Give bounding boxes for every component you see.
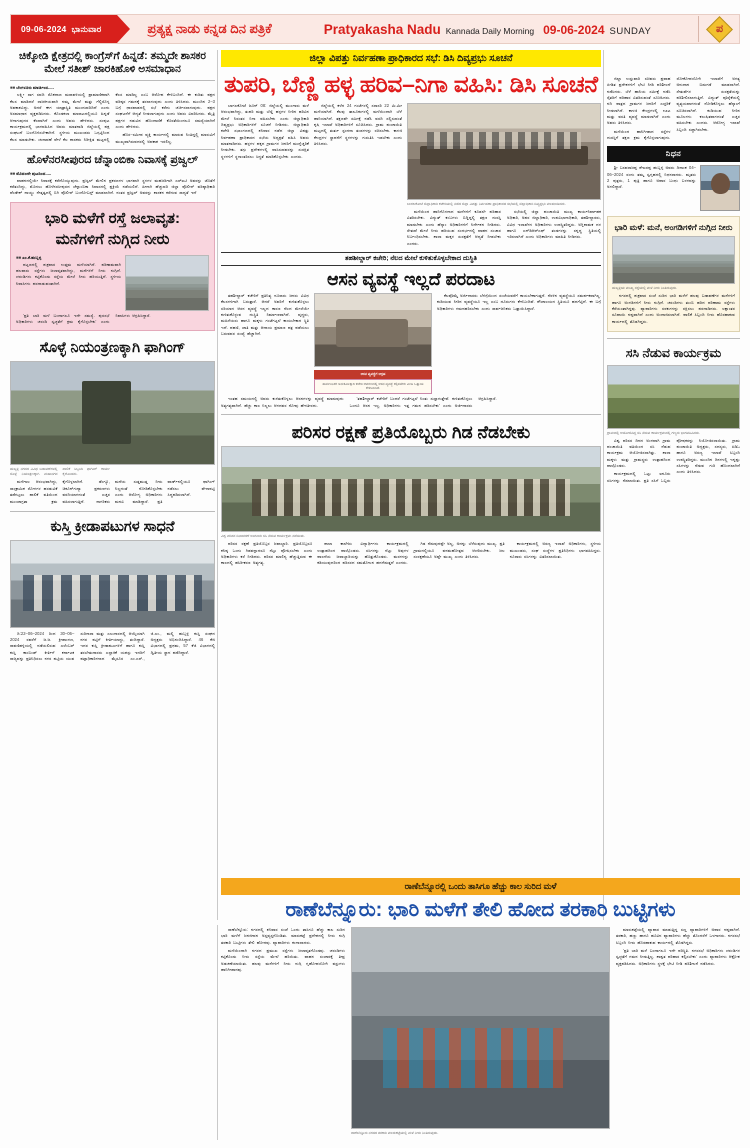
- left-story-flood-text: [16, 255, 121, 311]
- bottom-story-photo: [351, 927, 610, 1129]
- bottom-story-content: [221, 927, 740, 1136]
- paragraph: ಜಿಲ್ಲೆಯಲ್ಲಿ ಕಳೆದ 24 ಗಂಟೆಗಳಲ್ಲಿ ಸರಾಸರಿ 22 ಮಿ.ಮೀ ಮಳೆಯಾಗಿದೆ. ಕೆಲವು ತಾಲೂಕುಗಳಲ್ಲಿ ಮಳೆಯಿಂದಾಗಿ ಬೆಳೆ ಹಾನಿಯಾಗಿದೆ. ತಕ್ಷಣವೇ ಸಮೀಕ್ಷೆ ನಡೆಸಿ ವರದಿ ಸಲ್ಲಿಸುವಂತೆ ಕೃಷಿ ಇಲಾಖೆ ಅಧಿಕಾರಿಗಳಿಗೆ ಸೂಚಿಸಿದರು. ಗ್ರಾಮ ಪಂಚಾಯಿತಿ ಮಟ್ಟದಲ್ಲಿ ತುರ್ತು ಸ್ಪಂದನಾ ತಂಡಗಳನ್ನು ರಚಿಸಬೇಕು. ಕಾಳಜಿ ಕೇಂದ್ರಗಳ ಸ್ಥಾಪನೆಗೆ ಸ್ಥಳಗಳನ್ನು ಗುರುತಿಸಿ ಇಡಬೇಕು ಎಂದು ತಿಳಿಸಿದರು.: [314, 102, 402, 146]
- left-story-fogging-caption: ಹುಬ್ಬಳ್ಳಿ ನಗರದ ವಿವಿಧ ಬಡಾವಣೆಗಳಲ್ಲಿ ಸೊಳ್ಳೆ ನಿಯಂತ್ರಣಕ್ಕಾಗಿ ಮಹಾನಗರ ಪಾಲಿಕೆ ಸಿಬ್ಬಂದಿ ಫಾಗಿಂಗ್ ಕಾರ್ಯ ಕೈಗೊಂಡರು.: [10, 467, 110, 477]
- masthead-title-kannada: ಪ್ರತ್ಯಕ್ಷ ನಾಡು ಕನ್ನಡ ದಿನ ಪತ್ರಿಕೆ: [147, 21, 272, 36]
- obituary-block: [607, 146, 740, 211]
- paragraph: ಮಳೆಯಿಂದ ಹಾನಿಗೀಡಾದ ರಸ್ತೆಗಳ ದುರಸ್ತಿಗೆ ತಕ್ಷಣ ಕ್ರಮ ಕೈಗೊಳ್ಳಲಾಗುವುದು. ಲೋಕೋಪಯೋಗಿ ಇಲಾಖೆಗೆ ಅಗತ್ಯ ಅನುದಾನ ಬಿಡುಗಡೆ ಮಾಡಲಾಗಿದೆ. ಸೇತುವೆಗಳ ಸುರಕ್ಷತೆಯನ್ನು ಪರಿಶೀಲಿಸಲಾಗುತ್ತಿದೆ. ವಿದ್ಯುತ್ ಪೂರೈಕೆಯಲ್ಲಿ ವ್ಯತ್ಯಯವಾಗದಂತೆ ನೋಡಿಕೊಳ್ಳಲು ಹೆಸ್ಕಾಂಗೆ ಸೂಚಿಸಲಾಗಿದೆ. ಕುಡಿಯುವ ನೀರಿನ ಮೂಲಗಳು ಕಲುಷಿತವಾಗದಂತೆ ಎಚ್ಚರ ವಹಿಸಬೇಕು ಎಂದರು. ಆರೋಗ್ಯ ಇಲಾಖೆ ಸಿಬ್ಬಂದಿ ಸಜ್ಜಾಗಿರಬೇಕು.: [607, 76, 740, 141]
- paragraph: ವಿಶ್ವ ಪರಿಸರ ದಿನದ ಅಂಗವಾಗಿ ಗ್ರಾಮ ಪಂಚಾಯಿತಿ ವತಿಯಿಂದ ಸಸಿ ನೆಡುವ ಕಾರ್ಯಕ್ರಮ ಆಯೋಜಿಸಲಾಗಿತ್ತು. ಶಾಲಾ ಮಕ್ಕಳು ಮತ್ತು ಗ್ರಾಮಸ್ಥರು ಉತ್ಸಾಹದಿಂದ ಪಾಲ್ಗೊಂಡರು.: [607, 437, 671, 469]
- left-story-flood-content: [16, 255, 209, 311]
- masthead-title-english-group: [324, 22, 652, 37]
- paragraph: ಶಾಲಾ ಕಾಲೇಜು ವಿದ್ಯಾರ್ಥಿಗಳು ಕಾರ್ಯಕ್ರಮದಲ್ಲಿ ಉತ್ಸಾಹದಿಂದ ಪಾಲ್ಗೊಂಡರು. ಸಸಿಗಳನ್ನು ನೆಟ್ಟು ಅವುಗಳ ಪಾಲನೆಯ ಜವಾಬ್ದಾರಿಯನ್ನು ಹೊತ್ತುಕೊಂಡರು. ಮರಗಳನ್ನು ಕಡಿಯುವುದರಿಂದ ಪರಿಸರದ ಸಮತೋಲನ ಹದಗೆಡುತ್ತದೆ ಎಂದರು.: [317, 541, 409, 566]
- paragraph: ಕೆಲವೊಮ್ಮೆ ಅರ್ಜಿದಾರರು ಬೆಳಿಗ್ಗೆಯಿಂದ ಸಂಜೆಯವರೆಗೆ ಕಾಯಬೇಕಾಗುತ್ತದೆ. ನೆರಳಿನ ವ್ಯವಸ್ಥೆಯೂ ಸಮರ್ಪಕವಾಗಿಲ್ಲ. ಕುಡಿಯುವ ನೀರಿನ ವ್ಯವಸ್ಥೆಯೂ ಇಲ್ಲ ಎಂಬ ದೂರುಗಳು ಕೇಳಿಬಂದಿವೆ. ಶೌಚಾಲಯದ ಸ್ಥಿತಿಯೂ ಹದಗೆಟ್ಟಿದೆ. ಈ ಬಗ್ಗೆ ಅಧಿಕಾರಿಗಳು ಗಮನಹರಿಸಬೇಕು ಎಂದು ಸಾರ್ವಜನಿಕರು ಒತ್ತಾಯಿಸಿದ್ದಾರೆ.: [437, 293, 601, 311]
- left-story-wrestling: [10, 511, 215, 662]
- left-story-flood-byline: ■■ ಎಂ.ಕೆ.ಹುಬ್ಬಳ್ಳಿ: [16, 255, 121, 260]
- left-story-wrestling-photo: [10, 540, 215, 628]
- right-story-sapling: [607, 338, 740, 484]
- left-story-flood-photo: [125, 255, 209, 311]
- paragraph: ಪರಿಸರ ರಕ್ಷಣೆ ಪ್ರತಿಯೊಬ್ಬರ ಜವಾಬ್ದಾರಿ. ಪ್ರತಿಯೊಬ್ಬರೂ ಕನಿಷ್ಠ ಒಂದು ಗಿಡವನ್ನಾದರೂ ನೆಟ್ಟು ಪೋಷಿಸಬೇಕು ಎಂದು ಅಧಿಕಾರಿಗಳು ಕರೆ ನೀಡಿದರು. ಪರಿಸರ ಮಾಲಿನ್ಯ ಹೆಚ್ಚುತ್ತಿರುವ ಈ ಕಾಲದಲ್ಲಿ ಹಸಿರೀಕರಣ ಅತ್ಯಗತ್ಯ.: [221, 541, 313, 566]
- bottom-story-col1: [221, 927, 345, 1136]
- flag-date: 09-06-2024: [21, 24, 67, 34]
- right-story-sapling-headline: ಸಸಿ ನೆಡುವ ಕಾರ್ಯಕ್ರಮ: [625, 346, 722, 361]
- left-story-prajwal-body: [10, 178, 215, 197]
- bottom-story-headline: ರಾಣೆಬೆನ್ನೂರು: ಭಾರಿ ಮಳೆಗೆ ತೇಲಿ ಹೋದ ತರಕಾರಿ ಬುಟ್ಟಿಗಳು: [285, 899, 676, 921]
- left-story-flood-body2: [16, 313, 209, 326]
- paragraph: ಮಳೆಗಾಲ ಆರಂಭವಾಗಿದ್ದು, ಸಾಂಕ್ರಾಮಿಕ ರೋಗಗಳ ಹರಡುವಿಕೆ ತಡೆಗಟ್ಟಲು ಪಾಲಿಕೆ ವತಿಯಿಂದ ಮುಂಜಾಗ್ರತಾ ಕ್ರಮ ಕೈಗೊಳ್ಳಲಾಗಿದೆ. ಡೆಂಗ್ಯೂ, ಚಿಕೂನ್‌ಗುನ್ಯಾ ಪ್ರಕರಣಗಳು ವರದಿಯಾಗದಂತೆ ಎಚ್ಚರ ವಹಿಸಲಾಗುತ್ತಿದೆ. ನಾಗರಿಕರು ಮನೆಯ ಸುತ್ತಮುತ್ತ ನೀರು ನಿಲ್ಲದಂತೆ ನೋಡಿಕೊಳ್ಳಬೇಕು ಎಂದು ಆರೋಗ್ಯ ಅಧಿಕಾರಿಗಳು ಮನವಿ ಮಾಡಿದ್ದಾರೆ. ಪ್ರತಿ ವಾರ್ಡ್‌ನಲ್ಲಿಯೂ ಫಾಗಿಂಗ್ ನಡೆಸಲು ವೇಳಾಪಟ್ಟಿ ಸಿದ್ಧಪಡಿಸಲಾಗಿದೆ.: [10, 479, 215, 504]
- column-rule-left: [217, 50, 218, 920]
- left-story-fogging-headline: ಸೊಳ್ಳೆ ನಿಯಂತ್ರಣಕ್ಕಾಗಿ ಫಾಗಿಂಗ್: [39, 340, 186, 357]
- lead-story-kicker: ಜಿಲ್ಲಾ ವಿಪತ್ತು ನಿರ್ವಹಣಾ ಪ್ರಾಧಿಕಾರದ ಸಭೆ: ಡಿಸಿ ದಿವ್ಯಪ್ರಭು ಸೂಚನೆ: [221, 50, 601, 67]
- lead-story-col1: [221, 103, 309, 247]
- left-story-politics-headline: ಚಿಕ್ಕೋಡಿ ಕ್ಷೇತ್ರದಲ್ಲಿ ಕಾಂಗ್ರೆಸ್‌ಗೆ ಹಿನ್ನಡೆ: ತಮ್ಮದೇ ಶಾಸಕರ ಮೇಲೆ ಸತೀಶ್ ಜಾರಕಿಹೊಳಿ ಅಸಮಾಧಾನ: [19, 50, 206, 76]
- obituary-title: ನಿಧನ: [607, 146, 740, 162]
- paragraph: 'ಪ್ರತಿ ಬಾರಿ ಮಳೆ ಬಂದಾಗಲೂ ಇದೇ ಪರಿಸ್ಥಿತಿ. ನಗರಸಭೆ ಅಧಿಕಾರಿಗಳು ಚರಂಡಿಗಳ ಸ್ವಚ್ಛತೆಗೆ ಗಮನ ನೀಡುತ್ತಿಲ್ಲ. ಶಾಶ್ವತ ಪರಿಹಾರ ಕಲ್ಪಿಸಬೇಕು' ಎಂದು ವ್ಯಾಪಾರಿಗಳು ಆಕ್ರೋಶ ವ್ಯಕ್ತಪಡಿಸಿದರು. ಅಧಿಕಾರಿಗಳು ಸ್ಥಳಕ್ಕೆ ಭೇಟಿ ನೀಡಿ ಪರಿಶೀಲನೆ ನಡೆಸಿದರು.: [616, 948, 740, 966]
- right-story-rain-body: [612, 293, 735, 325]
- left-story-flood-headline-2: ಮನೆಗಳಿಗೆ ನುಗ್ಗಿದ ನೀರು: [55, 230, 170, 248]
- bottom-story-photo-wrap: [351, 927, 610, 1136]
- left-story-fogging-photo: [10, 361, 215, 465]
- right-story-rain-photo: [612, 236, 735, 284]
- paragraph-wrap: [16, 262, 121, 287]
- mid-story-tahsildar-content: [221, 293, 601, 394]
- paragraph: 'ಪ್ರತಿ ಬಾರಿ ಮಳೆ ಬಂದಾಗಲೂ ಇದೇ ಸಮಸ್ಯೆ. ಪುರಸಭೆ ಅಧಿಕಾರಿಗಳು ಚರಂಡಿ ಸ್ವಚ್ಛತೆಗೆ ಕ್ರಮ ಕೈಗೊಳ್ಳಬೇಕು' ಎಂದು ನಿವಾಸಿಗಳು ಆಗ್ರಹಿಸಿದ್ದಾರೆ.: [16, 312, 151, 325]
- lead-story-col2: [314, 103, 402, 247]
- left-story-wrestling-headline: ಕುಸ್ತಿ ಕ್ರೀಡಾಪಟುಗಳ ಸಾಧನೆ: [50, 518, 175, 535]
- bottom-story-col2: [616, 927, 740, 1136]
- mid-story-environment-body: [221, 541, 601, 566]
- lead-story: [221, 50, 601, 247]
- mid-story-environment-caption: ವಿಶ್ವ ಪರಿಸರ ದಿನಾಚರಣೆ ಅಂಗವಾಗಿ ಸಸಿ ನೆಡುವ ಕಾರ್ಯಕ್ರಮ ನಡೆಯಿತು.: [221, 534, 305, 539]
- lead-story-photo-caption: ಬಾಗಲಕೋಟೆ ಜಿಲ್ಲಾಧಿಕಾರಿ ಕಚೇರಿಯಲ್ಲಿ ನಡೆದ ಜಿಲ್ಲಾ ವಿಪತ್ತು ನಿರ್ವಹಣಾ ಪ್ರಾಧಿಕಾರದ ಸಭೆಯಲ್ಲಿ ಜಿಲ್ಲಾಧಿಕಾರಿ ದಿವ್ಯಪ್ರಭು ಮಾತನಾಡಿದರು.: [407, 201, 566, 206]
- diamond-logo-icon: [706, 16, 733, 43]
- lead-story-content: [221, 103, 601, 247]
- obituary-content: [607, 162, 740, 211]
- left-story-politics-body: [10, 92, 215, 145]
- lead-story-headline: ತುಪರಿ, ಬೆಣ್ಣಿ ಹಳ್ಳ ಹರಿವ–ನಿಗಾ ವಹಿಸಿ: ಡಿಸಿ ಸೂಚನೆ: [224, 71, 598, 98]
- paragraph: ವಾಹನದಲ್ಲಿಯೇ ನಿವಾಸಕ್ಕೆ ಕರೆದೊಯ್ಯುವುದು. ಪ್ರಜ್ವಲ್ ಮೇಲಿನ ಪ್ರಕರಣಗಳ ಭಾಗವಾಗಿ ಸ್ಥಳಗಳ ಮಹಜರಿಗಾಗಿ ಎಸ್‌ಐಟಿ ಅವರನ್ನು ಜೊತೆಗೆ ಕರೆತಂದಿದ್ದು, ಮೊದಲು ಹೊಳೆನರಸೀಪುರದ ಚೆನ್ನಾಂಬಿಕಾ ನಿವಾಸದಲ್ಲಿ ಪ್ರಕ್ರಿಯೆ ನಡೆಯಲಿದೆ. ಹೀಗಾಗಿ ಹೆಚ್ಚುವರಿ ಜಿಲ್ಲಾ ಪೊಲೀಸ್ ವರಿಷ್ಠಾಧಿಕಾರಿ ಪೆಂಡೇಶ್ ನಾಯ್ಡು ನೇತೃತ್ವದಲ್ಲಿ ಬಿಗಿ ಪೊಲೀಸ್ ಬಂದೋಬಸ್ತ್ ಮಾಡಲಾಗಿದೆ. ನಂತರ ಪ್ರಜ್ವಲ್ ಅವರನ್ನು ಶಾಸಕನ ಕರೆದುವ ಸಾಧ್ಯತೆ ಇದೆ: [10, 177, 215, 196]
- flag-day: ಭಾನುವಾರ: [71, 23, 102, 34]
- masthead: [10, 14, 740, 44]
- column-rule-right: [603, 50, 604, 920]
- lead-story-col34: [407, 209, 601, 247]
- mid-story-tahsildar: [221, 252, 601, 409]
- paragraph: ಶ್ರೀ ಬಸವರಾಜಪ್ಪ ಶೇಖರಪ್ಪ ಹುಬ್ಬಳ್ಳಿ ಅವರು ದಿನಾಂಕ 04–06–2024 ರಂದು ತಮ್ಮ ಸ್ವಗೃಹದಲ್ಲಿ ನಿಧನರಾದರು. ಮೃತರು 2 ಪುತ್ರರು, 1 ಪುತ್ರಿ ಹಾಗೂ ಅಪಾರ ಬಂಧು ಬಳಗವನ್ನು ಅಗಲಿದ್ದಾರೆ.: [607, 165, 696, 190]
- left-story-politics: [10, 50, 215, 145]
- divider: [10, 511, 215, 512]
- obituary-portrait: [700, 165, 740, 211]
- mid-story-tahsildar-note: ಸಾರ್ವಜನಿಕರ ಅನುಕೂಲಕ್ಕಾಗಿ ಕಚೇರಿ ಆವರಣದಲ್ಲಿ ಆಸನ ವ್ಯವಸ್ಥೆ ಕಲ್ಪಿಸಬೇಕು ಎಂಬ ಒತ್ತಾಯ ಕೇಳಿಬಂದಿದೆ.: [314, 379, 432, 394]
- logo-glyph: ಪ: [715, 22, 723, 35]
- publication-logo: [703, 16, 735, 42]
- left-story-prajwal: [10, 149, 215, 197]
- paragraph: ಗಿಡ ನೆಡುವುದಷ್ಟೇ ಅಲ್ಲ, ಅದನ್ನು ಬೆಳೆಸುವುದು ಮುಖ್ಯ. ಪ್ರತಿ ಗ್ರಾಮದಲ್ಲಿಯೂ ವನಮಹೋತ್ಸವ ಆಚರಿಸಬೇಕು. ಜಲ ಸಂರಕ್ಷಣೆಯೂ ಅಷ್ಟೇ ಮುಖ್ಯ ಎಂದು ತಿಳಿಸಿದರು.: [413, 541, 505, 559]
- divider: [221, 414, 601, 415]
- paragraph: ರಾಣೆಬೆನ್ನೂರು: ನಗರದಲ್ಲಿ ಶನಿವಾರ ಸಂಜೆ ಒಂದು ತಾಸಿಗೂ ಹೆಚ್ಚು ಕಾಲ ಸುರಿದ ಭಾರಿ ಮಳೆಗೆ ಜನಜೀವನ ಅಸ್ತವ್ಯಸ್ತಗೊಂಡಿತು. ಮಾರುಕಟ್ಟೆ ಪ್ರದೇಶದಲ್ಲಿ ನೀರು ನುಗ್ಗಿ ತರಕಾರಿ ಬುಟ್ಟಿಗಳು ತೇಲಿ ಹೋದವು. ವ್ಯಾಪಾರಿಗಳು ಕಂಗಾಲಾದರು.: [221, 927, 345, 945]
- brand-subtitle: Kannada Daily Morning: [445, 25, 535, 36]
- lead-story-photo: [407, 103, 601, 200]
- left-story-flood-box: [10, 202, 215, 332]
- masthead-date: 09-06-2024: [543, 22, 605, 37]
- paragraph: 'ತಹಶೀಲ್ದಾರ್ ಕಚೇರಿಗೆ ಬಂದರೆ ಗಂಟೆಗಟ್ಟಲೆ ನಿಂತು ಸುಸ್ತಾಗುತ್ತೇವೆ. ಕುಳಿತುಕೊಳ್ಳಲು ಒಂದೂ ಆಸನ ಇಲ್ಲ. ಅಧಿಕಾರಿಗಳು ಇತ್ತ ಗಮನ ಹರಿಸಬೇಕು' ಎಂದು ಅರ್ಜಿದಾರರು ಆಗ್ರಹಿಸಿದ್ದಾರೆ.: [349, 396, 497, 408]
- right-story-sapling-photo: [607, 365, 740, 429]
- right-column: [607, 50, 740, 484]
- right-story-sapling-body: [607, 438, 740, 484]
- mid-story-tahsildar-col2: [437, 293, 601, 394]
- mid-story-environment-photo: [221, 446, 601, 532]
- right-story-sapling-caption: ಗ್ರಾಮದಲ್ಲಿ ಆಯೋಜಿಸಿದ್ದ ಸಸಿ ನೆಡುವ ಕಾರ್ಯಕ್ರಮದಲ್ಲಿ ಗಣ್ಯರು ಭಾಗವಹಿಸಿದರು.: [607, 430, 701, 435]
- paragraph: ಇಂತಹ ಸಮಯದಲ್ಲಿ ಅವರು ಕುಳಿತುಕೊಳ್ಳಲು ಆಸನಗಳನ್ನು ವ್ಯವಸ್ಥೆ ಮಾಡುವುದು ಅತ್ಯಗತ್ಯವಾಗಿದೆ. ಹೆಚ್ಚು ಕಾಲ ನಿಲ್ಲಲು ಆಗದವರ ನೋವು ಹೇಳತೀರದು.: [221, 396, 344, 408]
- right-story-minister-body: [607, 76, 740, 141]
- mid-story-tahsildar-tail: [221, 396, 601, 409]
- paragraph: ಲಕ್ಷ್ಮೀ ಸಾಗ ಸವದಿ ರೊಕದಾಣ ಮರಾವಳಿಯಲ್ಲಿ ಪ್ರಾಮಾಣಿಕವಾಗಿ ಕೆಲಸ ಮಾಡಿದರೆ ರಾಜಕೀಯವಾಗಿ ನಮ್ಮ ಮೇಲೆ ಮತ್ತು ಗೆಲ್ಲಿಸೊಳ್ಳ ಅವಕಾಶವಿದ್ದು. ಅದರೆ ಈಗ ಯಾತ್ರಾಸ್ಥಿತಿ ಮುಂದುವರಿದಿದೆ ಎಂದು ಅಸಮಾಧಾನ ವ್ಯಕ್ತಪಡಿಸಿದರು. ಕೊಂಡಕಲಾ ಮಾರಾಟದಲ್ಲಿಯೂ ಹಿನ್ನಡೆ ಆಗಾಗುವುದರ ಕೆಲವಾಗಿದೆ ಎಂದು ಅವರು ಹೇಳಿದರು. ಸಂಪುಟ ಕಾರ್ಯಕ್ರಮದಲ್ಲಿ ಭಾಗವಹಿಸಿದ ಅವರು ಮಾತನಾಡಿ ಜಿಲ್ಲೆಯಲ್ಲಿ ಪಕ್ಷ ಸಂಘಟನೆ ಬಲಗೊಳಿಸಬೇಕಾಗಿದೆ. ಸ್ಥಳೀಯ ಮುಖಂಡರು ಒಗ್ಗಟ್ಟಿನಿಂದ ಕೆಲಸ ಮಾಡಬೇಕು. ಚುನಾವಣೆ ವೇಳೆ ಕೆಲ ಶಾಸಕರು ನಿರೀಕ್ಷಿತ ಮಟ್ಟದಲ್ಲಿ ಕೆಲಸ ಮಾಡಿಲ್ಲ ಎಂಬ ಆರೋಪ ಕೇಳಿಬಂದಿದೆ. ಈ ಕುರಿತು ಪಕ್ಷದ ವರಿಷ್ಠರ ಗಮನಕ್ಕೆ ತರಲಾಗುವುದು ಎಂದು ತಿಳಿಸಿದರು. ಮುಂದಿನ 2–3 ಬಗ್ಗೆ ಧಾರವಾಡದಲ್ಲಿ ಸಭೆ ಕರೆದು ಚರ್ಚಿಸಲಾಗುವುದು. ಪಕ್ಷದ ಸಂಘಟನೆಗೆ ಆದ್ಯತೆ ನೀಡಲಾಗುವುದು ಎಂದು ಅವರು ವಿವರಿಸಿದರು. ಮೈತ್ರಿ ಪಕ್ಷಗಳ ನಡುವಿನ ಹೊಂದಾಣಿಕೆ ಕೊರತೆಯಿಂದಲೂ ಸಮಸ್ಯೆಯಾಗಿದೆ ಎಂದು ಹೇಳಿದರು.: [10, 92, 215, 142]
- right-story-rain-headline: ಭಾರಿ ಮಳೆ: ಮನೆ, ಅಂಗಡಿಗಳಿಗೆ ನುಗ್ಗಿದ ನೀರು: [614, 223, 733, 233]
- paragraph: ತಹಶೀಲ್ದಾರ್ ಕಚೇರಿಗೆ ಪ್ರತಿನಿತ್ಯ ನೂರಾರು ಜನರು ವಿವಿಧ ಕೆಲಸಗಳಿಗಾಗಿ ಬರುತ್ತಾರೆ. ಆದರೆ ಅವರಿಗೆ ಕುಳಿತುಕೊಳ್ಳಲು ಸರಿಯಾದ ಆಸನ ವ್ಯವಸ್ಥೆ ಇಲ್ಲದ ಕಾರಣ ನೆಲದ ಮೇಲೆಯೇ ಕುಳಿತುಕೊಳ್ಳುವ ದುಸ್ಥಿತಿ ನಿರ್ಮಾಣವಾಗಿದೆ. ವೃದ್ಧರು, ಮಹಿಳೆಯರು ಹಾಗೂ ಮಕ್ಕಳು ಗಂಟೆಗಟ್ಟಲೆ ಕಾಯಬೇಕಾದ ಸ್ಥಿತಿ ಇದೆ. ಪಹಣಿ, ಜಾತಿ ಮತ್ತು ಆದಾಯ ಪ್ರಮಾಣ ಪತ್ರ ಪಡೆಯಲು ಬರುವವರ ಸಂಖ್ಯೆ ಹೆಚ್ಚಾಗಿದೆ.: [221, 293, 309, 337]
- paragraph: ನಗರದಲ್ಲಿ ಶುಕ್ರವಾರ ಸಂಜೆ ಸುರಿದ ಭಾರಿ ಮಳೆಗೆ ಹಲವು ಬಡಾವಣೆಗಳ ಮನೆಗಳಿಗೆ ಹಾಗೂ ಅಂಗಡಿಗಳಿಗೆ ನೀರು ನುಗ್ಗಿದೆ. ಚರಂಡಿಗಳು ತುಂಬಿ ಹರಿದ ಪರಿಣಾಮ ರಸ್ತೆಗಳು ಕೆರೆಯಂತಾಗಿದ್ದವು. ವ್ಯಾಪಾರಿಗಳು ಸರಕುಗಳನ್ನು ರಕ್ಷಿಸಲು ಪರದಾಡಿದರು. ಲಕ್ಷಾಂತರ ರೂಪಾಯಿ ನಷ್ಟವಾಗಿದೆ ಎಂದು ಅಂದಾಜಿಸಲಾಗಿದೆ. ಪಾಲಿಕೆ ಸಿಬ್ಬಂದಿ ನೀರು ಹೊರಹಾಕುವ ಕಾರ್ಯದಲ್ಲಿ ತೊಡಗಿದ್ದರು.: [612, 293, 735, 324]
- paragraph: ಮಳೆಯಿಂದ ಹಾನಿಗೊಳಗಾದ ಮನೆಗಳಿಗೆ ಕೂಡಲೇ ಪರಿಹಾರ ವಿತರಿಸಬೇಕು. ವಿದ್ಯುತ್ ಕಂಬಗಳು ಬಿದ್ದಿದ್ದಲ್ಲಿ ತಕ್ಷಣ ದುರಸ್ತಿ ಮಾಡಬೇಕು ಎಂದು ಹೆಸ್ಕಾಂ ಅಧಿಕಾರಿಗಳಿಗೆ ನಿರ್ದೇಶನ ನೀಡಿದರು. ಸೇತುವೆ ಮೇಲೆ ನೀರು ಹರಿಯುವ ಸಂದರ್ಭದಲ್ಲಿ ವಾಹನ ಸಂಚಾರ ನಿರ್ಬಂಧಿಸಬೇಕು. ಶಾಲಾ ಮಕ್ಕಳ ಸುರಕ್ಷತೆಗೆ ಆದ್ಯತೆ ನೀಡಬೇಕು ಎಂದರು.: [407, 209, 501, 246]
- masthead-day: SUNDAY: [609, 25, 652, 37]
- date-flag: [11, 15, 117, 43]
- bottom-story-photo-caption: ರಾಣೆಬೆನ್ನೂರು ನಗರದ ತರಕಾರಿ ಮಾರುಕಟ್ಟೆಯಲ್ಲಿ ಮಳೆ ನೀರು ನಿಂತಿರುವುದು.: [351, 1131, 439, 1135]
- mid-story-tahsildar-photo: [314, 293, 432, 367]
- left-story-politics-byline: ■■ ಬೆಂಗಳೂರು ಮಾರ್ಚಿಂದ.....: [10, 85, 215, 90]
- divider: [607, 338, 740, 339]
- mid-story-tahsildar-headline: ಆಸನ ವ್ಯವಸ್ಥೆ ಇಲ್ಲದೆ ಪರದಾಟ: [327, 268, 495, 289]
- right-story-rain-caption: ಹುಬ್ಬಳ್ಳಿಯ ಮುಖ್ಯ ರಸ್ತೆಯಲ್ಲಿ ಮಳೆ ನೀರು ನಿಂತಿರುವುದು.: [612, 286, 678, 291]
- paragraph: ಹೊಸ–ಸಮೀಪ ವ್ಯಕ್ತಿ ಕಾರ್ಯದಲ್ಲಿ ಮಾರುವ ನಿಂತಿದ್ದಲ್ಲಿ ಮಾರುವಿಗೆ ಮುಖ್ಯವಾಗಿರುವದರಲ್ಲಿ ಅವಕಾಶ ಇರಲಿಲ್ಲ.: [115, 132, 215, 144]
- left-story-wrestling-body: [10, 631, 215, 663]
- brand-name: Pratyakasha Nadu: [323, 21, 441, 37]
- paragraph: ದಿ:22–06–2024 ರಿಂದ 30–06–2024 ರವರೆಗೆ ಜ.ಜ. ಕ್ರೀಡಾಂಗಣ, ರಾವಣಿಹಳ್ಳಿಯಲ್ಲಿ ನಡೆಯಲಿರುವ ಎಲೆಂಬರ್ ಕುಸ್ತಿ ಕಾಂಬಿಂಡ್ ಕೀರ್ತಿಗೆ ಕರ್ನಾಟಕ ರಾಜ್ಯವನ್ನು ಪ್ರತಿನಿಧಿಸಲು ನಗರ ಪಟ್ಟಿಯ ಯುವ ಸುರಿಗಾರಾ ಮತ್ತು ಎಲುಗಾರದಲ್ಲಿ ಆಯ್ಕೆಯಾಗಿ ನಗರ ಪಟ್ಟಿಗೆ ಕೀರ್ತಿಯಾದ್ದು, ತಂದಿದ್ದಾರೆ. ಇದರ ಕುಸ್ತಿ ಕ್ರೀಡಾಪಟುಗಳಿಗೆ ಹಾಗೂ ಕುಸ್ತಿ ತರಬೇತುದಾರರು ಎಲ್ಲಾಕಿಕೆ ಯಶಸ್ಸು ಇದರಿಗೆ ಪಟ್ಟಾಧಿಕಾರಿಗಳಾದ ಮೈಸೂರ ಎಂ.ಎಸ್., ಜಿ.ಎಂ., ಮಲ್ಲಿ ಹುಬ್ಬಳ್ಳಿ ಕುಸ್ತಿ ಸಂಘದ ಅಧ್ಯಕ್ಷರು ಅಭಿನಂದಿಸಿದ್ದಾರೆ. 46 ಕೆಜಿ ವಿಭಾಗದಲ್ಲಿ ಪ್ರಥಮ, 57 ಕೆಜಿ ವಿಭಾಗದಲ್ಲಿ ದ್ವಿತೀಯ ಸ್ಥಾನ ಪಡೆದಿದ್ದಾರೆ.: [10, 630, 215, 661]
- paragraph: ಮಾರುಕಟ್ಟೆಯಲ್ಲಿ ವ್ಯಾಪಾರ ಮಾಡುತ್ತಿದ್ದ ಸಣ್ಣ ವ್ಯಾಪಾರಿಗಳಿಗೆ ಅಪಾರ ನಷ್ಟವಾಗಿದೆ. ತರಕಾರಿ, ಹಣ್ಣು ಹಾಗೂ ಹೂವಿನ ವ್ಯಾಪಾರಿಗಳು ಹೆಚ್ಚು ತೊಂದರೆಗೆ ಒಳಗಾದರು. ನಗರಸಭೆ ಸಿಬ್ಬಂದಿ ನೀರು ಹೊರಹಾಕುವ ಕಾರ್ಯದಲ್ಲಿ ತೊಡಗಿದ್ದರು.: [616, 927, 740, 945]
- mid-story-tahsildar-mid: [314, 293, 432, 394]
- left-column: [10, 50, 215, 662]
- mid-story-tahsildar-col1: [221, 293, 309, 394]
- mid-story-tahsildar-kicker: ತಹಶೀಲ್ದಾರ್ ಕಚೇರಿ; ನೆಲದ ಮೇಲೆ ಕುಳಿತುಕೊಳ್ಳಬೇಕಾದ ದುಸ್ಥಿತಿ: [221, 252, 601, 266]
- bottom-story: [221, 878, 740, 1136]
- paragraph: ಬಾಗಲಕೋಟೆ ಜೂನ್ 08: ಜಿಲ್ಲೆಯಲ್ಲಿ ಮುಂಗಾರು ಮಳೆ ಆರಂಭವಾಗಿದ್ದು, ತುಪರಿ ಮತ್ತು ಬೆಣ್ಣಿ ಹಳ್ಳಗಳ ನೀರಿನ ಹರಿವಿನ ಮೇಲೆ ನಿರಂತರ ನಿಗಾ ವಹಿಸಬೇಕು ಎಂದು ಜಿಲ್ಲಾಧಿಕಾರಿ ದಿವ್ಯಪ್ರಭು ಅಧಿಕಾರಿಗಳಿಗೆ ಸೂಚನೆ ನೀಡಿದರು. ಜಿಲ್ಲಾಧಿಕಾರಿ ಕಚೇರಿ ಸಭಾಂಗಣದಲ್ಲಿ ಶನಿವಾರ ನಡೆದ ಜಿಲ್ಲಾ ವಿಪತ್ತು ನಿರ್ವಹಣಾ ಪ್ರಾಧಿಕಾರದ ಸಭೆಯ ಅಧ್ಯಕ್ಷತೆ ವಹಿಸಿ ಅವರು ಮಾತನಾಡಿದರು. ಹಳ್ಳಗಳ ಪಕ್ಕದ ಗ್ರಾಮಗಳ ಜನರಿಗೆ ಮುನ್ನೆಚ್ಚರಿಕೆ ನೀಡಬೇಕು. ತಗ್ಗು ಪ್ರದೇಶಗಳಲ್ಲಿ ವಾಸಿಸುವವರನ್ನು ಸುರಕ್ಷಿತ ಸ್ಥಳಗಳಿಗೆ ಸ್ಥಳಾಂತರಿಸಲು ಸಿದ್ಧತೆ ಮಾಡಿಕೊಳ್ಳಬೇಕು ಎಂದರು.: [221, 102, 309, 159]
- paragraph: ಜಿಲ್ಲಾ ಉಸ್ತುವಾರಿ ಸಚಿವರು ಪ್ರವಾಹ ಪೀಡಿತ ಪ್ರದೇಶಗಳಿಗೆ ಭೇಟಿ ನೀಡಿ ಪರಿಶೀಲನೆ ನಡೆಸಿದರು. ಬೆಳೆ ಹಾನಿಯ ಸಮೀಕ್ಷೆ ನಡೆಸಿ ರೈತರಿಗೆ ಪರಿಹಾರ ವಿತರಿಸುವಂತೆ ಸೂಚಿಸಿದರು. ನದಿ ಪಾತ್ರದ ಗ್ರಾಮಗಳ ಜನರಿಗೆ ಎಚ್ಚರಿಕೆ ನೀಡಲಾಗಿದೆ. ಕಾಳಜಿ ಕೇಂದ್ರಗಳಲ್ಲಿ ಊಟ ಮತ್ತು ವಸತಿ ವ್ಯವಸ್ಥೆ ಮಾಡಲಾಗಿದೆ ಎಂದು ಅವರು ತಿಳಿಸಿದರು.: [607, 76, 671, 126]
- paragraph: ಕಾರ್ಯಕ್ರಮದಲ್ಲಿ ಒಟ್ಟು ಐನೂರು ಸಸಿಗಳನ್ನು ನೆಡಲಾಯಿತು. ಪ್ರತಿ ಸಸಿಗೆ ಒಬ್ಬರು ಪೋಷಕರನ್ನು ನಿಯೋಜಿಸಲಾಯಿತು. ಗ್ರಾಮ ಪಂಚಾಯಿತಿ ಅಧ್ಯಕ್ಷರು, ಸದಸ್ಯರು, ಪಿಡಿಒ ಹಾಗೂ ಅರಣ್ಯ ಇಲಾಖೆ ಸಿಬ್ಬಂದಿ ಉಪಸ್ಥಿತರಿದ್ದರು. ಮುಂದಿನ ದಿನಗಳಲ್ಲಿ ಇನ್ನಷ್ಟು ಸಸಿಗಳನ್ನು ನೆಡುವ ಗುರಿ ಹೊಂದಲಾಗಿದೆ ಎಂದು ತಿಳಿಸಿದರು.: [607, 437, 740, 483]
- obituary-text: [607, 165, 696, 211]
- paragraph: ಮಳೆಯಿಂದಾಗಿ ನಗರದ ಪ್ರಮುಖ ರಸ್ತೆಗಳು ಜಲಾವೃತಗೊಂಡವು. ಚರಂಡಿಗಳು ಕಟ್ಟಿಕೊಂಡು ನೀರು ರಸ್ತೆಯ ಮೇಲೆ ಹರಿಯಿತು. ವಾಹನ ಸಂಚಾರಕ್ಕೆ ತೀವ್ರ ಅಡಚಣೆಯಾಯಿತು. ಹಲವು ಮನೆಗಳಿಗೆ ನೀರು ನುಗ್ಗಿ ಗೃಹೋಪಯೋಗಿ ವಸ್ತುಗಳು ಹಾನಿಗೀಡಾದವು.: [221, 948, 345, 973]
- paragraph: ಸಭೆಯಲ್ಲಿ ಜಿಲ್ಲಾ ಪಂಚಾಯಿತಿ ಮುಖ್ಯ ಕಾರ್ಯನಿರ್ವಾಹಕ ಅಧಿಕಾರಿ, ಅಪರ ಜಿಲ್ಲಾಧಿಕಾರಿ, ಉಪವಿಭಾಗಾಧಿಕಾರಿ, ತಹಶೀಲ್ದಾರರು, ವಿವಿಧ ಇಲಾಖೆಗಳ ಅಧಿಕಾರಿಗಳು ಉಪಸ್ಥಿತರಿದ್ದರು. ಅಗ್ನಿಶಾಮಕ ದಳ ಹಾಗೂ ಎನ್‌ಡಿಆರ್‌ಎಫ್ ತಂಡಗಳನ್ನು ಸನ್ನದ್ಧ ಸ್ಥಿತಿಯಲ್ಲಿ ಇರಿಸಲಾಗಿದೆ ಎಂದು ಅಧಿಕಾರಿಗಳು ಮಾಹಿತಿ ನೀಡಿದರು.: [507, 209, 601, 240]
- mid-story-environment: [221, 414, 601, 567]
- left-story-prajwal-headline: ಹೊಳೆನರಸೀಪುರದ ಚೆನ್ನಾಂಬಿಕಾ ನಿವಾಸಕ್ಕೆ ಪ್ರಜ್ವಲ್: [27, 154, 198, 166]
- right-story-rain-box: [607, 216, 740, 332]
- left-story-flood-headline-1: ಭಾರಿ ಮಳೆಗೆ ರಸ್ತೆ ಜಲಾವೃತ:: [45, 209, 180, 227]
- divider: [10, 80, 215, 81]
- mid-story-tahsildar-note-title: ಆಸನ ವ್ಯವಸ್ಥೆಗೆ ಆಗ್ರಹ: [314, 370, 432, 379]
- lead-story-right: [407, 103, 601, 247]
- left-story-fogging: [10, 337, 215, 504]
- left-story-prajwal-byline: ■■ ಮೊದಲನೇ ಪುಟದಿಂದ.....: [10, 171, 215, 176]
- masthead-divider: [698, 16, 699, 42]
- column-rule-bottom-left: [217, 925, 218, 1140]
- paragraph: ಪಟ್ಟಣದಲ್ಲಿ ಶುಕ್ರವಾರ ಉತ್ತಮ ಮಳೆಯಾಗಿದೆ. ಪರಿಣಾಮವಾಗಿ ಹಲವಾರು ರಸ್ತೆಗಳು ಜಲಾವೃತವಾಗಿದ್ದು, ಮನೆಗಳಿಗೆ ನೀರು ನುಗ್ಗಿದೆ. ಚರಂಡಿಗಳು ಕಟ್ಟಿಕೊಂಡು ರಸ್ತೆಯ ಮೇಲೆ ನೀರು ಹರಿಯುತ್ತಿದೆ. ಸ್ಥಳೀಯ ನಿವಾಸಿಗಳು ಪರದಾಡುವಂತಾಗಿದೆ.: [16, 261, 121, 286]
- divider: [10, 149, 215, 150]
- mid-story-environment-headline: ಪರಿಸರ ರಕ್ಷಣೆ ಪ್ರತಿಯೊಬ್ಬರು ಗಿಡ ನೆಡಬೇಕು: [291, 421, 531, 442]
- paragraph: ಕಾರ್ಯಕ್ರಮದಲ್ಲಿ ಅರಣ್ಯ ಇಲಾಖೆ ಅಧಿಕಾರಿಗಳು, ಸ್ಥಳೀಯ ಮುಖಂಡರು, ಸಂಘ ಸಂಸ್ಥೆಗಳ ಪ್ರತಿನಿಧಿಗಳು ಭಾಗವಹಿಸಿದ್ದರು. ನೂರಾರು ಸಸಿಗಳನ್ನು ವಿತರಿಸಲಾಯಿತು.: [509, 541, 601, 559]
- left-story-fogging-body: [10, 479, 215, 504]
- bottom-story-kicker: ರಾಣೆಬೆನ್ನೂರಲ್ಲಿ ಒಂದು ತಾಸಿಗೂ ಹೆಚ್ಚು ಕಾಲ ಸುರಿದ ಮಳೆ: [221, 878, 740, 895]
- middle-column: [221, 50, 601, 567]
